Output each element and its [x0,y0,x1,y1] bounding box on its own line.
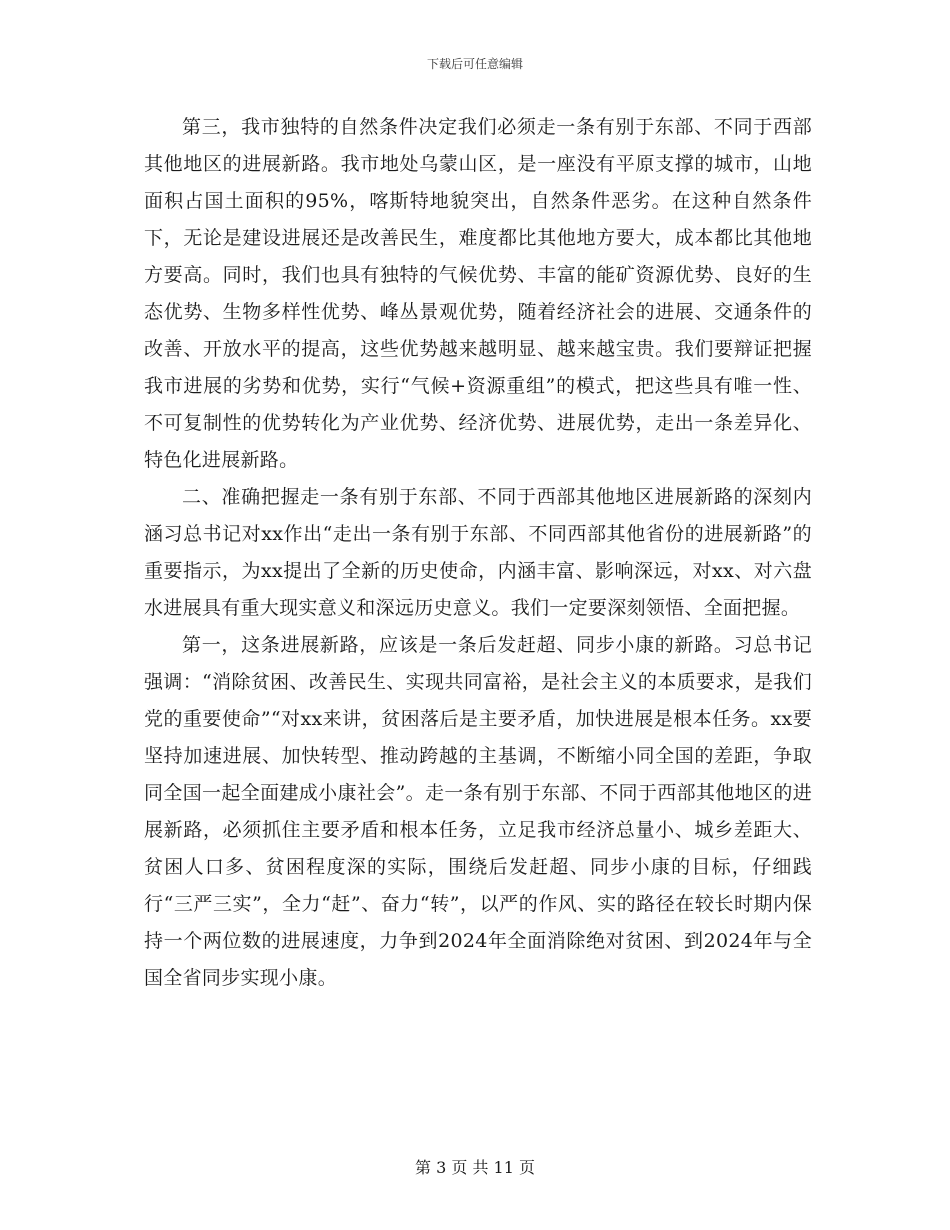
page-header-note: 下载后可任意编辑 [426,57,523,71]
paragraph-first-new-path: 第一，这条进展新路，应该是一条后发赶超、同步小康的新路。习总书记强调：“消除贫困、改善民生、实现共同富裕，是社会主义的本质要求，是我们党的重要使命”“对xx来讲，贫困落后是主要矛盾，加快进展是根本任务。xx要坚持加速进展、加快转型、推动跨越的主基调，不断缩小同全国的差距，争取同全国一起全面建成小康社会”。走一条有别于东部、不同于西部其他地区的进展新路，必须抓住主要矛盾和根本任务，立足我市经济总量小、城乡差距大、贫困人口多、贫困程度深的实际，围绕后发赶超、同步小康的目标，仔细践行“三严三实”，全力“赶”、奋力“转”，以严的作风、实的路径在较长时期内保持一个两位数的进展速度，力争到2024年全面消除绝对贫困、到2024年与全国全省同步实现小康。 [144,634,812,989]
paragraph-section-two: 二、准确把握走一条有别于东部、不同于西部其他地区进展新路的深刻内涵习总书记对xx作出“走出一条有别于东部、不同西部其他省份的进展新路”的重要指示，为xx提出了全新的历史使命，内涵丰富、影响深远，对xx、对六盘水进展具有重大现实意义和深远历史意义。我们一定要深刻领悟、全面把握。 [144,486,812,619]
paragraph-third-natural-conditions: 第三，我市独特的自然条件决定我们必须走一条有别于东部、不同于西部其他地区的进展新路。我市地处乌蒙山区，是一座没有平原支撑的城市，山地面积占国土面积的95%，喀斯特地貌突出，自然条件恶劣。在这种自然条件下，无论是建设进展还是改善民生，难度都比其他地方要大，成本都比其他地方要高。同时，我们也具有独特的气候优势、丰富的能矿资源优势、良好的生态优势、生物多样性优势、峰丛景观优势，随着经济社会的进展、交通条件的改善、开放水平的提高，这些优势越来越明显、越来越宝贵。我们要辩证把握我市进展的劣势和优势，实行“气候+资源重组”的模式，把这些具有唯一性、不可复制性的优势转化为产业优势、经济优势、进展优势，走出一条差异化、特色化进展新路。 [144,116,812,471]
document-body [144,109,812,997]
page-number: 第 3 页 共 11 页 [415,1158,535,1177]
